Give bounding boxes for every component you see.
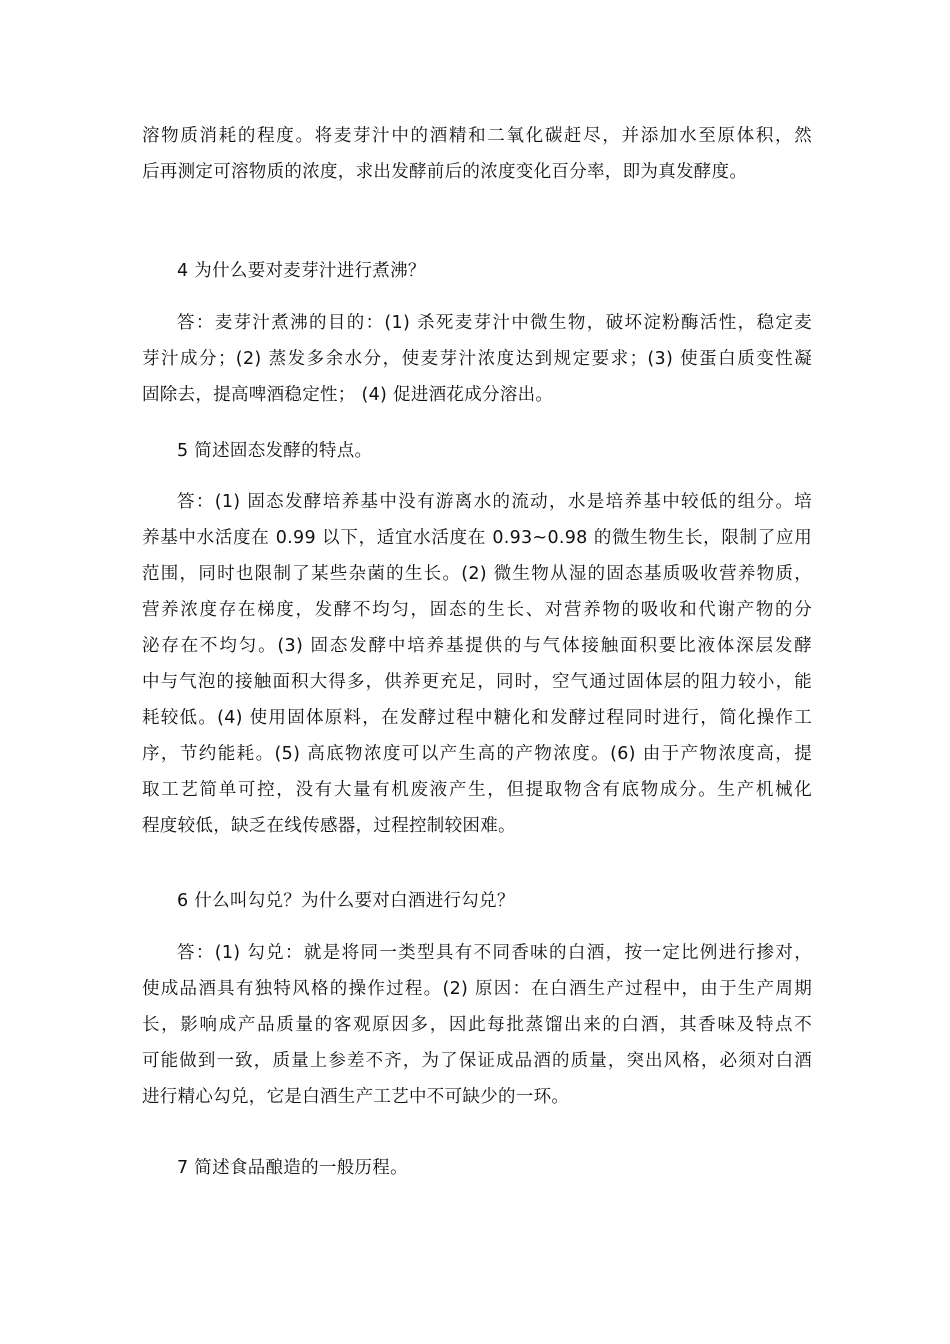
text-line: 固除去，提高啤酒稳定性； (4) 促进酒花成分溶出。 [142, 385, 554, 405]
text-line: 泌存在不均匀。(3) 固态发酵中培养基提供的与气体接触面积要比液体深层发酵 [142, 636, 812, 656]
text-line: 养基中水活度在 0.99 以下，适宜水活度在 0.93~0.98 的微生物生长，限制了应用 [142, 528, 812, 548]
question-6-heading: 6 什么叫勾兑？为什么要对白酒进行勾兑？ [177, 891, 515, 911]
text-line: 使成品酒具有独特风格的操作过程。(2) 原因：在白酒生产过程中，由于生产周期 [142, 979, 812, 999]
text-line: 后再测定可溶物质的浓度，求出发酵前后的浓度变化百分率，即为真发酵度。 [142, 162, 748, 182]
text-line: 中与气泡的接触面积大得多，供养更充足，同时，空气通过固体层的阻力较小，能 [142, 672, 812, 692]
intro-paragraph [142, 118, 812, 190]
text-line: 答：(1) 勾兑：就是将同一类型具有不同香味的白酒，按一定比例进行掺对， [177, 943, 812, 963]
text-line: 芽汁成分；(2) 蒸发多余水分，使麦芽汁浓度达到规定要求；(3) 使蛋白质变性凝 [142, 349, 812, 369]
text-line: 答：(1) 固态发酵培养基中没有游离水的流动，水是培养基中较低的组分。培 [177, 492, 812, 512]
question-5-answer [142, 484, 812, 844]
text-line: 取工艺简单可控，没有大量有机废液产生，但提取物含有底物成分。生产机械化 [142, 780, 812, 800]
text-line: 溶物质消耗的程度。将麦芽汁中的酒精和二氧化碳赶尽，并添加水至原体积，然 [142, 126, 812, 146]
text-line: 进行精心勾兑，它是白酒生产工艺中不可缺少的一环。 [142, 1087, 570, 1107]
question-5-heading: 5 简述固态发酵的特点。 [177, 441, 373, 461]
question-7-heading: 7 简述食品酿造的一般历程。 [177, 1158, 408, 1178]
text-line: 范围，同时也限制了某些杂菌的生长。(2) 微生物从湿的固态基质吸收营养物质， [142, 564, 812, 584]
question-4-answer [142, 305, 812, 413]
text-line: 耗较低。(4) 使用固体原料，在发酵过程中糖化和发酵过程同时进行，简化操作工 [142, 708, 812, 728]
text-line: 营养浓度存在梯度，发酵不均匀，固态的生长、对营养物的吸收和代谢产物的分 [142, 600, 812, 620]
text-line: 可能做到一致，质量上参差不齐，为了保证成品酒的质量，突出风格，必须对白酒 [142, 1051, 812, 1071]
text-line: 答：麦芽汁煮沸的目的：(1) 杀死麦芽汁中微生物，破坏淀粉酶活性，稳定麦 [177, 313, 812, 333]
text-line: 序，节约能耗。(5) 高底物浓度可以产生高的产物浓度。(6) 由于产物浓度高，提 [142, 744, 812, 764]
text-line: 程度较低，缺乏在线传感器，过程控制较困难。 [142, 816, 516, 836]
text-line: 长，影响成产品质量的客观原因多，因此每批蒸馏出来的白酒，其香味及特点不 [142, 1015, 812, 1035]
question-6-answer [142, 935, 812, 1115]
question-4-heading: 4 为什么要对麦芽汁进行煮沸？ [177, 261, 426, 281]
